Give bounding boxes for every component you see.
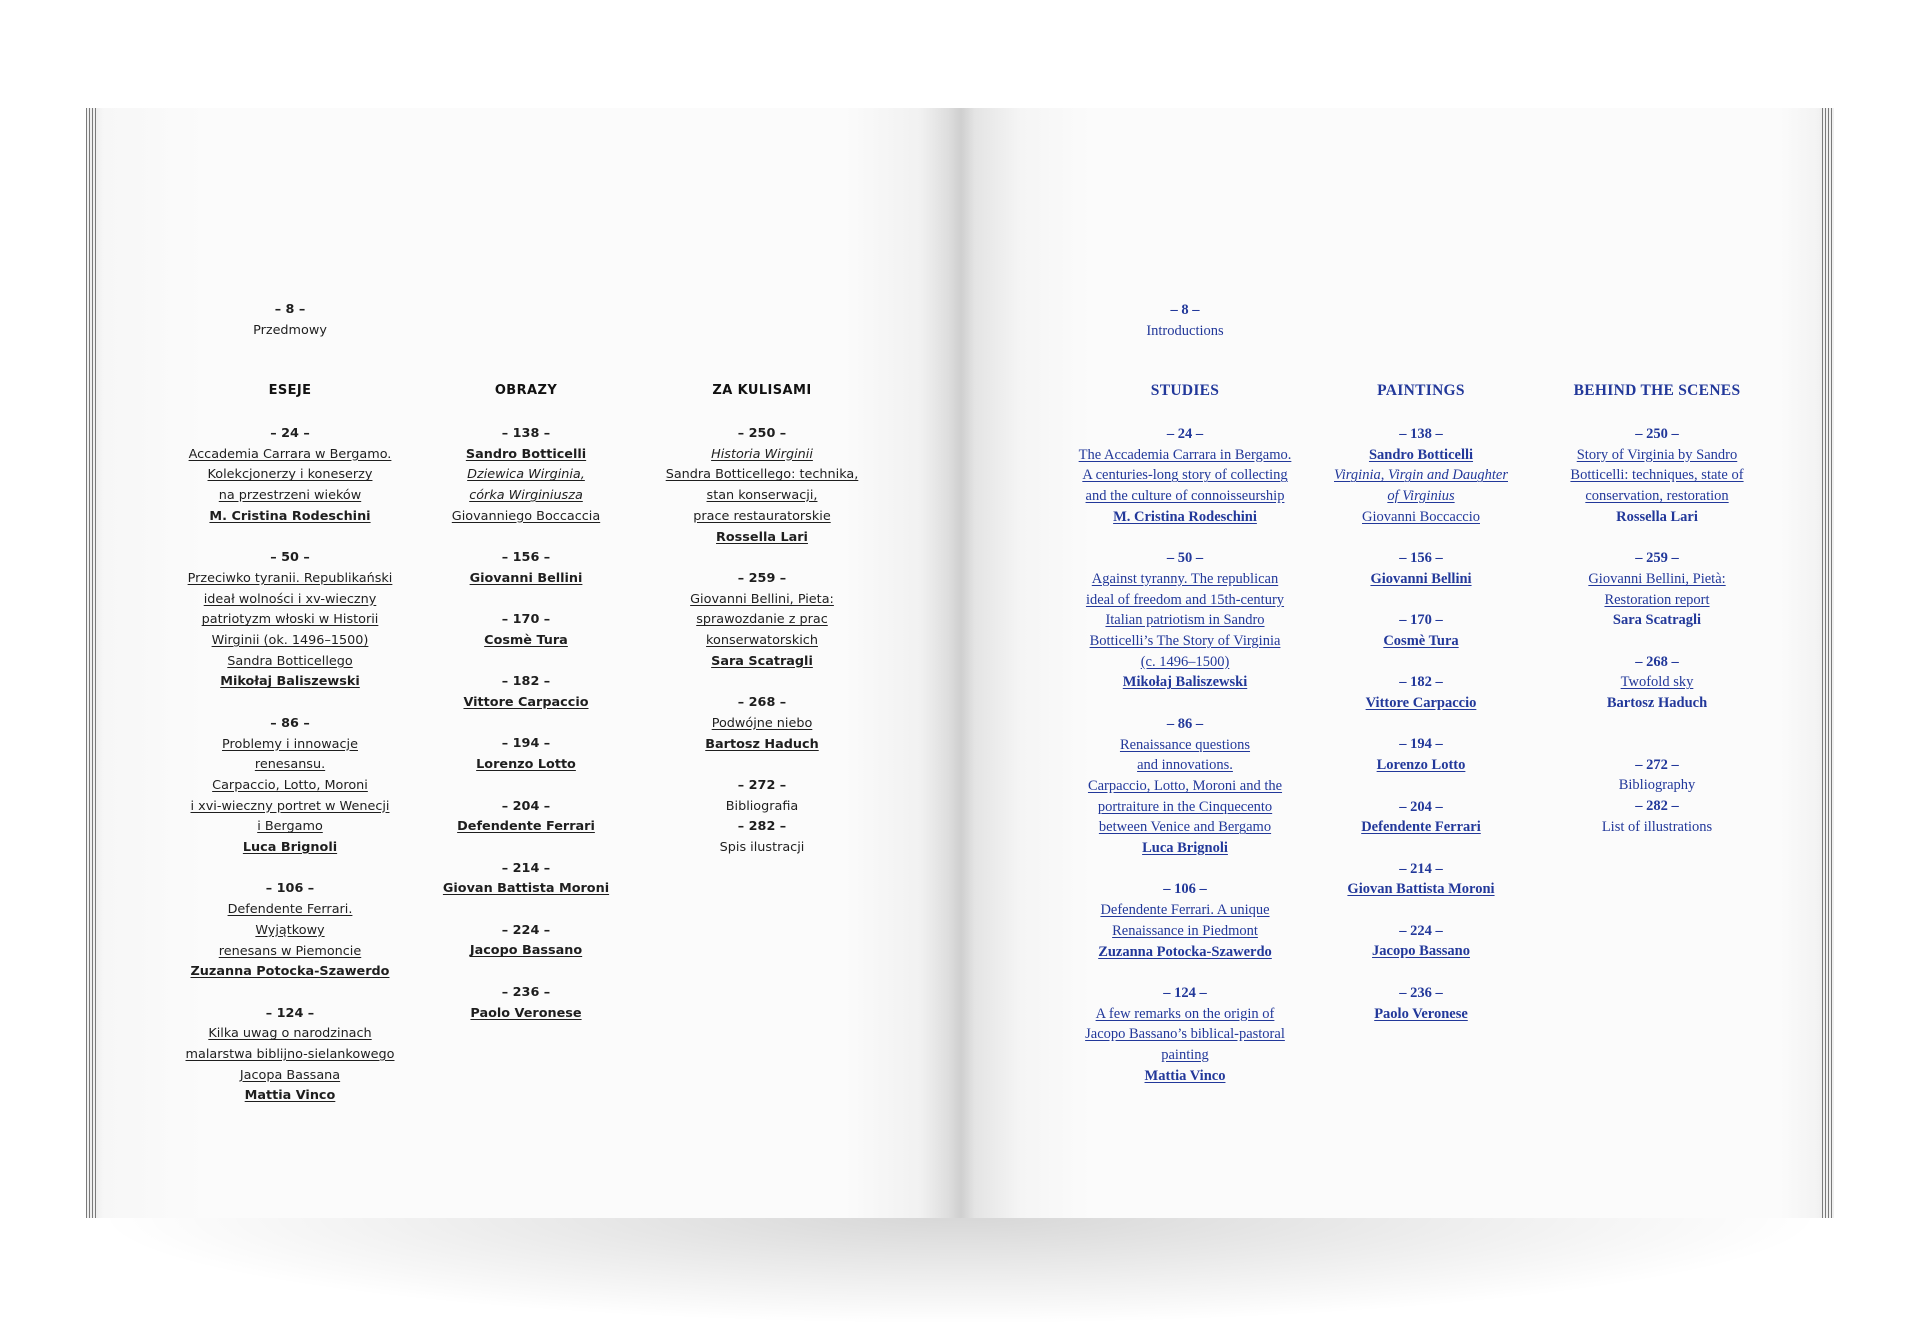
toc-page-number: – 24 – [1166, 426, 1204, 442]
toc-entry-title-line[interactable]: ideał wolności i xv-wieczny [203, 591, 377, 607]
heading-eseje: ESEJE [268, 383, 312, 398]
toc-entry-title-line[interactable]: Wyjątkowy [255, 922, 325, 938]
toc-entry[interactable] [170, 1004, 410, 1108]
intro-right [1125, 300, 1245, 341]
toc-entry-title-line[interactable]: patriotyzm włoski w Historii [201, 612, 379, 628]
toc-entry-author[interactable]: Cosmè Tura [1383, 633, 1459, 649]
heading-paintings: PAINTINGS [1377, 382, 1465, 399]
toc-entry-title-line[interactable]: Giovanni Bellini, Pieta: [690, 591, 834, 607]
toc-page-number: – 204 – [501, 798, 551, 814]
toc-entry[interactable] [406, 859, 646, 900]
toc-page-number: – 224 – [1399, 922, 1443, 939]
toc-column-za-kulisami [642, 424, 882, 859]
toc-entry-title-line[interactable]: between Venice and Bergamo [1098, 819, 1272, 836]
toc-entry-title-line[interactable]: Botticelli: techniques, state of [1570, 467, 1744, 484]
toc-page-number: – 86 – [1166, 715, 1204, 732]
toc-entry[interactable] [406, 797, 646, 838]
toc-entry-author[interactable]: Vittore Carpaccio [1365, 695, 1477, 712]
toc-entry-author[interactable]: Giovan Battista Moroni [442, 881, 610, 897]
toc-page-number: – 170 – [501, 612, 551, 628]
toc-entry-author[interactable]: Bartosz Haduch [1606, 695, 1708, 712]
toc-entry-title-line[interactable]: Kolekcjonerzy i koneserzy [207, 467, 373, 483]
toc-page-number: – 124 – [265, 1005, 315, 1021]
toc-entry[interactable] [1291, 424, 1551, 528]
toc-entry-author[interactable]: Lorenzo Lotto [1376, 757, 1466, 774]
toc-back-matter-title[interactable]: Bibliography [1618, 777, 1696, 794]
toc-entry[interactable] [1055, 424, 1315, 528]
toc-entry[interactable] [1291, 610, 1551, 651]
toc-entry-author[interactable]: Defendente Ferrari [1361, 819, 1481, 836]
toc-entry[interactable] [406, 548, 646, 589]
toc-entry-title-line[interactable]: córka Wirginiusza [469, 488, 583, 504]
toc-entry-author[interactable]: Lorenzo Lotto [476, 757, 576, 773]
toc-page-number: – 224 – [501, 922, 551, 938]
toc-page-number: – 50 – [1166, 550, 1204, 567]
toc-entry[interactable] [406, 424, 646, 528]
toc-entry-author[interactable]: Giovanni Bellini [1370, 570, 1472, 587]
toc-page-number: – 138 – [1399, 426, 1443, 442]
toc-entry-title-line[interactable]: and the culture of connoisseurship [1085, 488, 1285, 505]
toc-page-number: – 282 – [737, 819, 787, 835]
toc-entry-author[interactable]: Paolo Veronese [1374, 1005, 1468, 1022]
toc-page-number: – 170 – [1399, 612, 1443, 629]
toc-entry[interactable] [170, 879, 410, 983]
toc-entry-title-line[interactable]: renesans w Piemoncie [218, 943, 362, 959]
toc-entry[interactable] [1291, 734, 1551, 775]
toc-entry-title-line[interactable]: sprawozdanie z prac [696, 612, 828, 628]
heading-obrazy: OBRAZY [494, 383, 558, 398]
toc-entry-title-line[interactable]: and innovations. [1137, 757, 1233, 774]
toc-entry-author[interactable]: Jacopo Bassano [469, 943, 583, 959]
toc-entry-title-line[interactable]: Sandra Botticellego [227, 653, 353, 669]
toc-entry-title-line[interactable]: (c. 1496–1500) [1140, 653, 1230, 670]
toc-entry-title-line[interactable]: of Virginius [1387, 488, 1455, 505]
toc-entry[interactable] [1055, 548, 1315, 693]
toc-entry-title-line[interactable]: na przestrzeni wieków [218, 488, 362, 504]
toc-entry[interactable] [170, 424, 410, 528]
toc-entry[interactable] [642, 424, 882, 548]
toc-entry-title-line[interactable]: Giovanni Bellini, Pietà: [1588, 570, 1726, 587]
toc-entry[interactable] [406, 734, 646, 775]
toc-entry-title-line[interactable]: Przeciwko tyranii. Republikański [187, 570, 393, 586]
toc-entry-title-line[interactable]: Virginia, Virgin and Daughter [1334, 467, 1508, 484]
toc-entry[interactable] [1055, 983, 1315, 1087]
toc-page-number: – 182 – [501, 674, 551, 690]
toc-back-matter-title[interactable]: List of illustrations [1601, 818, 1713, 835]
left-page-edges [86, 108, 98, 1218]
toc-page-number: – 282 – [1635, 797, 1679, 814]
toc-entry-title-line[interactable]: Italian patriotism in Sandro [1105, 612, 1265, 629]
toc-entry-title-line[interactable]: painting [1161, 1047, 1209, 1064]
toc-entry[interactable] [1291, 672, 1551, 713]
toc-page-number: – 24 – [270, 426, 310, 441]
toc-entry-author[interactable]: Jacopo Bassano [1372, 943, 1470, 960]
toc-entry-title-line[interactable]: portraiture in the Cinquecento [1097, 798, 1273, 815]
toc-entry-title-line[interactable]: Wirginii (ok. 1496–1500) [211, 633, 369, 649]
toc-entry-title-line[interactable]: ideal of freedom and 15th-century [1085, 591, 1285, 608]
toc-page-number: – 236 – [1399, 984, 1443, 1001]
toc-page-number: – 214 – [501, 860, 551, 876]
toc-page-number: – 86 – [270, 715, 310, 731]
toc-entry[interactable] [1291, 983, 1551, 1024]
toc-entry[interactable] [1527, 652, 1787, 714]
toc-entry[interactable] [1055, 714, 1315, 859]
toc-entry-title-line[interactable]: Jacopa Bassana [239, 1067, 341, 1083]
toc-entry-title-line[interactable]: Jacopo Bassano’s biblical-pastoral [1085, 1026, 1285, 1043]
toc-page-number: – 259 – [737, 570, 787, 586]
toc-entry[interactable] [406, 672, 646, 713]
toc-entry-author[interactable]: Rossella Lari [716, 529, 808, 545]
toc-entry[interactable] [1291, 921, 1551, 962]
toc-entry-title-line[interactable]: The Accademia Carrara in Bergamo. [1078, 446, 1292, 463]
toc-entry-author[interactable]: Zuzanna Potocka-Szawerdo [1098, 943, 1272, 960]
toc-entry-author[interactable]: Rossella Lari [1616, 508, 1698, 525]
toc-entry-title-line[interactable]: konserwatorskich [706, 633, 818, 649]
toc-entry-title-line[interactable]: Defendente Ferrari. [227, 902, 353, 918]
toc-entry-title-line[interactable]: malarstwa biblijno-sielankowego [185, 1047, 395, 1063]
toc-page-number: – 156 – [501, 550, 551, 566]
book-shadow [90, 1215, 1830, 1325]
toc-page-number: – 194 – [501, 736, 551, 752]
toc-entry-author[interactable]: Sandro Botticelli [465, 446, 587, 462]
toc-page-number: – 124 – [1163, 984, 1207, 1001]
toc-entry[interactable] [642, 693, 882, 755]
toc-entry-title-line[interactable]: Restoration report [1604, 591, 1710, 608]
toc-entry-title-line[interactable]: A centuries-long story of collecting [1082, 467, 1288, 484]
toc-entry-author[interactable]: Sandro Botticelli [1368, 446, 1474, 463]
toc-page-number: – 194 – [1399, 736, 1443, 753]
toc-back-matter-title[interactable]: Bibliografia [725, 798, 799, 814]
toc-entry-title-line[interactable]: Story of Virginia by Sandro [1576, 446, 1738, 463]
toc-entry-author[interactable]: Giovan Battista Moroni [1347, 881, 1495, 898]
toc-page-number: – 272 – [1635, 756, 1679, 773]
toc-entry-author[interactable]: Vittore Carpaccio [463, 695, 589, 711]
toc-entry-author[interactable]: Zuzanna Potocka-Szawerdo [190, 964, 390, 980]
toc-page-number: – 236 – [501, 984, 551, 1000]
toc-entry-author[interactable]: Mattia Vinco [244, 1088, 336, 1104]
toc-entry-author[interactable]: Sara Scatragli [1612, 612, 1702, 629]
toc-entry[interactable] [1291, 548, 1551, 589]
toc-page-number: – 250 – [1635, 426, 1679, 442]
toc-entry[interactable] [1291, 797, 1551, 838]
toc-entry-author[interactable]: Mikołaj Baliszewski [220, 674, 360, 690]
toc-entry[interactable] [406, 610, 646, 651]
toc-entry-author[interactable]: M. Cristina Rodeschini [1113, 508, 1257, 525]
toc-entry[interactable] [406, 921, 646, 962]
right-page-edges [1822, 108, 1834, 1218]
spacer [1527, 735, 1787, 755]
toc-entry-title-line[interactable]: Sandra Botticellego: technika, [665, 467, 859, 483]
toc-page-number: – 138 – [501, 426, 551, 441]
intro-title: Przedmowy [253, 322, 327, 338]
toc-entry-author[interactable]: Luca Brignoli [242, 840, 338, 856]
intro-left [230, 300, 350, 341]
toc-page-number: – 156 – [1399, 550, 1443, 567]
toc-entry-title-line[interactable]: Giovanniego Boccaccia [451, 508, 601, 524]
toc-column-eseje [170, 424, 410, 1128]
toc-entry-title-line[interactable]: Historia Wirginii [711, 446, 813, 462]
toc-entry-author[interactable]: Paolo Veronese [470, 1005, 582, 1021]
toc-entry-title-line[interactable]: Carpaccio, Lotto, Moroni [212, 777, 368, 793]
heading-behind-the-scenes: BEHIND THE SCENES [1573, 382, 1741, 399]
toc-entry[interactable] [1527, 548, 1787, 631]
toc-entry[interactable] [1055, 879, 1315, 962]
toc-page-number: – 204 – [1399, 798, 1443, 815]
toc-page-number: – 259 – [1635, 550, 1679, 567]
intro-title: Introductions [1146, 322, 1224, 339]
toc-page-number: – 106 – [1163, 881, 1207, 898]
toc-back-matter-title[interactable]: Spis ilustracji [719, 840, 805, 856]
toc-entry-title-line[interactable]: Giovanni Boccaccio [1362, 508, 1480, 525]
toc-entry-author[interactable]: Bartosz Haduch [705, 736, 819, 752]
toc-entry[interactable] [642, 569, 882, 673]
intro-page-number: – 8 – [1170, 302, 1200, 318]
toc-entry[interactable] [406, 983, 646, 1024]
toc-entry-title-line[interactable]: Accademia Carrara w Bergamo. [188, 446, 392, 462]
toc-entry-title-line[interactable]: i xvi-wieczny portret w Wenecji [190, 798, 390, 814]
toc-entry-author[interactable]: Sara Scatragli [711, 653, 813, 669]
heading-za-kulisami: ZA KULISAMI [712, 383, 812, 398]
toc-entry-title-line[interactable]: i Bergamo [257, 819, 323, 835]
toc-entry-author[interactable]: Luca Brignoli [1142, 840, 1228, 857]
toc-column-studies [1055, 424, 1315, 1107]
toc-entry[interactable] [170, 548, 410, 693]
toc-entry-author[interactable]: Giovanni Bellini [469, 570, 583, 586]
toc-column-obrazy [406, 424, 646, 1045]
heading-studies: STUDIES [1150, 382, 1220, 399]
toc-entry-author[interactable]: Mattia Vinco [1144, 1067, 1226, 1084]
toc-entry-author[interactable]: Mikołaj Baliszewski [1122, 674, 1248, 691]
toc-entry-title-line[interactable]: Defendente Ferrari. A unique [1100, 902, 1270, 919]
toc-page-number: – 50 – [270, 550, 310, 566]
toc-entry-title-line[interactable]: Podwójne niebo [711, 715, 813, 731]
toc-entry[interactable] [1527, 424, 1787, 528]
toc-entry-title-line[interactable]: Twofold sky [1620, 674, 1694, 691]
toc-entry-title-line[interactable]: Renaissance questions [1119, 736, 1251, 753]
toc-page-number: – 268 – [1635, 653, 1679, 670]
toc-column-behind-the-scenes [1527, 424, 1787, 837]
toc-entry-title-line[interactable]: Botticelli’s The Story of Virginia [1089, 633, 1281, 650]
toc-entry-title-line[interactable]: Dziewica Wirginia, [467, 467, 585, 483]
toc-entry-author[interactable]: M. Cristina Rodeschini [209, 508, 371, 524]
toc-entry-title-line[interactable]: prace restauratorskie [693, 508, 831, 524]
toc-entry-title-line[interactable]: A few remarks on the origin of [1095, 1005, 1275, 1022]
toc-entry-title-line[interactable]: Kilka uwag o narodzinach [208, 1026, 372, 1042]
intro-page-number: – 8 – [274, 302, 306, 317]
toc-entry-author[interactable]: Cosmè Tura [484, 633, 568, 648]
toc-page-number: – 268 – [737, 695, 787, 711]
toc-page-number: – 214 – [1399, 860, 1443, 877]
toc-entry[interactable] [1291, 859, 1551, 900]
toc-page-number: – 272 – [737, 777, 787, 793]
toc-entry-title-line[interactable]: Carpaccio, Lotto, Moroni and the [1087, 777, 1283, 794]
toc-entry-title-line[interactable]: conservation, restoration [1585, 488, 1729, 505]
toc-entry-title-line[interactable]: Against tyranny. The republican [1091, 570, 1279, 587]
toc-entry-title-line[interactable]: Problemy i innowacje [222, 736, 358, 752]
toc-page-number: – 106 – [265, 881, 315, 897]
toc-page-number: – 250 – [737, 426, 787, 441]
toc-entry-author[interactable]: Defendente Ferrari [457, 819, 595, 835]
toc-entry[interactable] [170, 714, 410, 859]
toc-column-paintings [1291, 424, 1551, 1045]
toc-entry-title-line[interactable]: renesansu. [254, 757, 326, 773]
toc-entry-title-line[interactable]: stan konserwacji, [706, 488, 818, 504]
toc-page-number: – 182 – [1399, 674, 1443, 691]
toc-entry-title-line[interactable]: Renaissance in Piedmont [1112, 922, 1258, 939]
